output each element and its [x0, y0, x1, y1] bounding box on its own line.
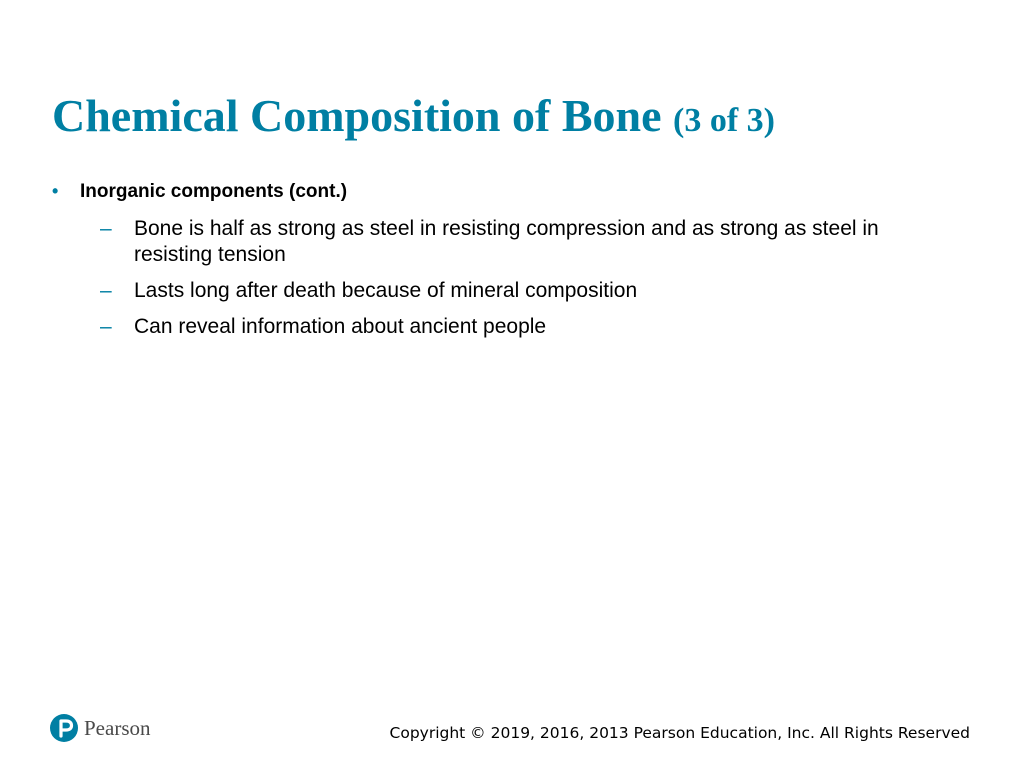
pearson-logo-text: Pearson	[84, 715, 151, 740]
pearson-logo	[50, 714, 151, 742]
pearson-p-icon	[50, 714, 78, 742]
copyright-text: Copyright © 2019, 2016, 2013 Pearson Education, Inc. All Rights Reserved	[389, 724, 970, 742]
slide-title	[52, 88, 775, 143]
sub-bullet-text: Bone is half as strong as steel in resisting compression and as strong as steel in resisting tension	[134, 217, 879, 266]
bullet-item	[52, 180, 952, 204]
slide-title-main: Chemical Composition of Bone	[52, 90, 662, 141]
sub-bullet-item	[100, 314, 952, 340]
sub-bullet-text: Lasts long after death because of mineral composition	[134, 279, 638, 302]
sub-bullet-item	[100, 216, 952, 268]
bullet-text: Inorganic components (cont.)	[80, 181, 348, 202]
slide-title-part: (3 of 3)	[673, 102, 775, 139]
sub-bullet-text: Can reveal information about ancient people	[134, 315, 547, 338]
dash-icon: –	[100, 279, 112, 302]
bullet-dot-icon: •	[52, 181, 59, 201]
slide-content	[52, 180, 952, 350]
dash-icon: –	[100, 315, 112, 338]
dash-icon: –	[100, 217, 112, 240]
sub-bullet-list	[52, 216, 952, 340]
sub-bullet-item	[100, 278, 952, 304]
